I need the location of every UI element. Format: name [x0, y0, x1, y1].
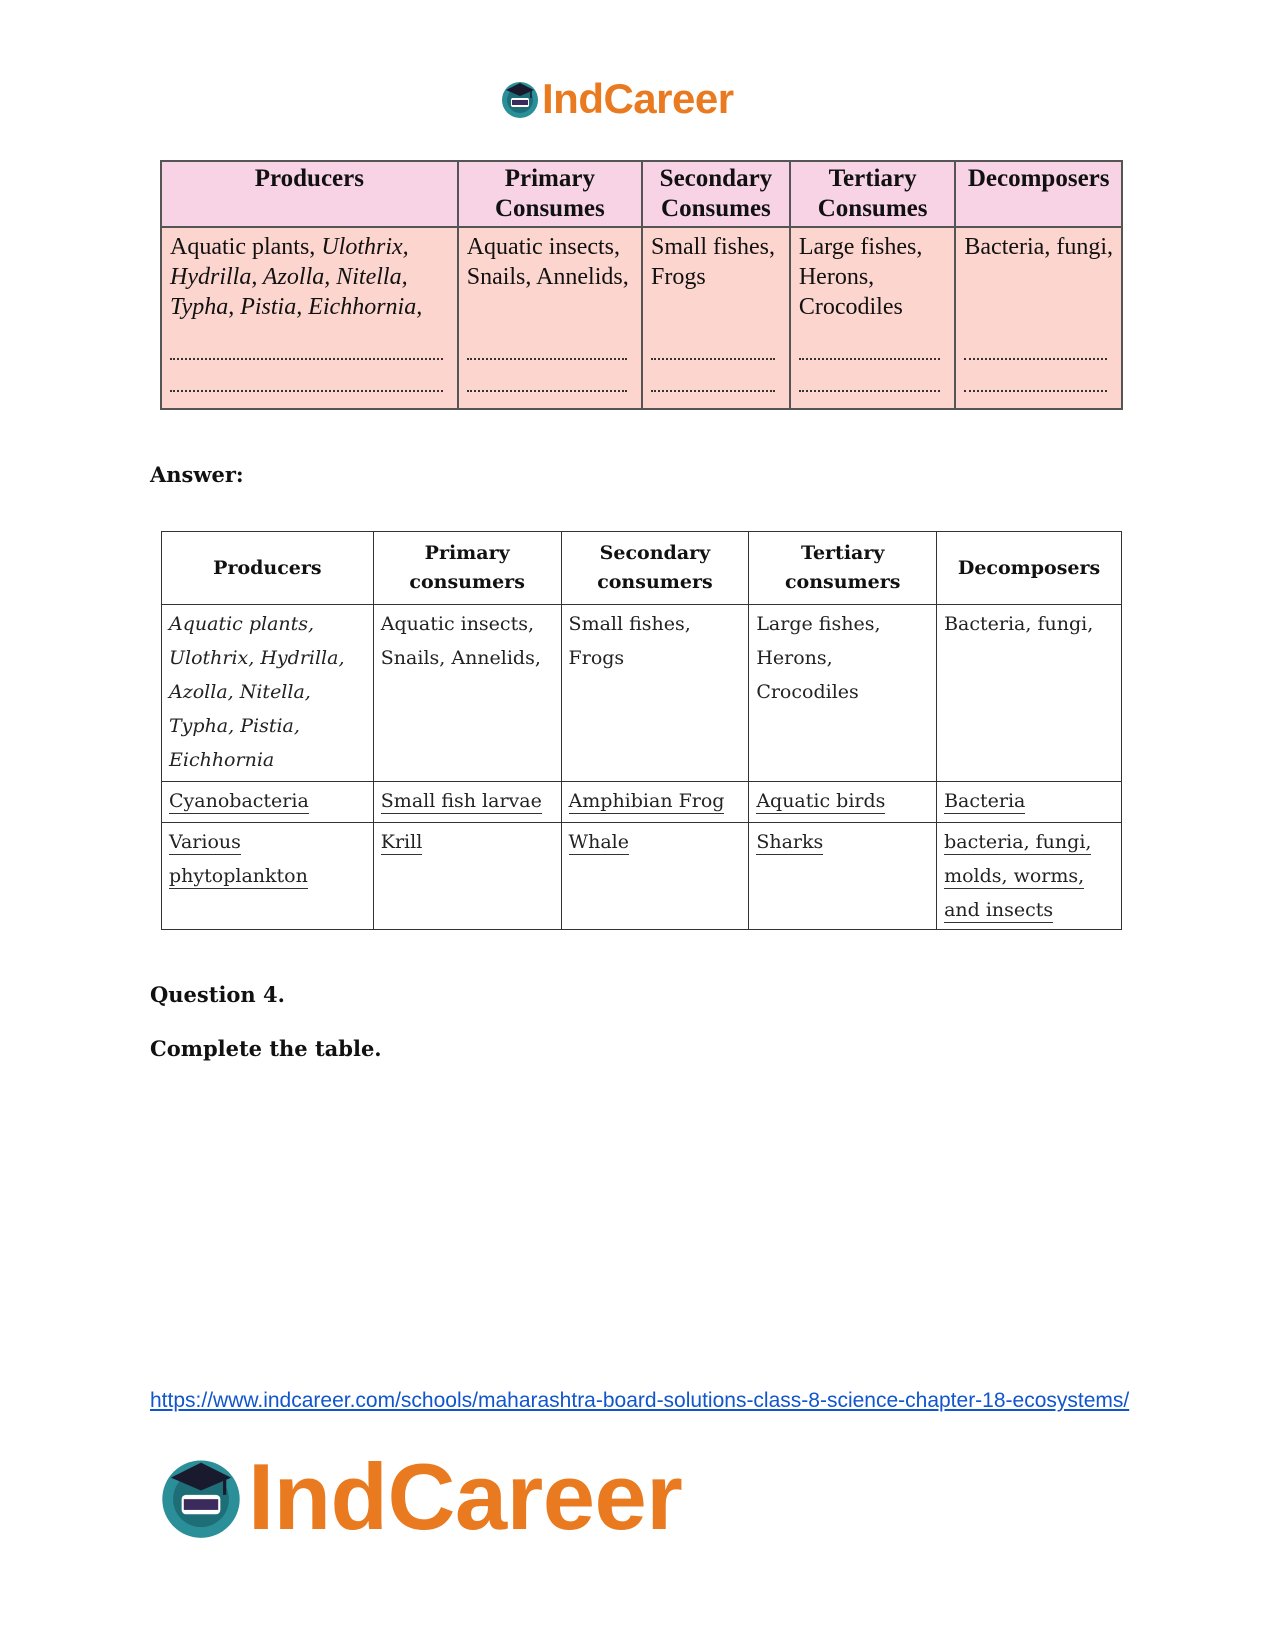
cell-text: Aquatic insects, Snails, Annelids,	[466, 234, 629, 290]
cell-text: Krill	[380, 831, 423, 853]
table-cell	[937, 823, 1122, 930]
header-cell: Tertiary Consumes	[790, 161, 956, 227]
table-cell: Aquatic insects, Snails, Annelids,	[373, 605, 561, 782]
blank-lines	[799, 336, 947, 392]
table-row	[162, 782, 1122, 823]
header-cell: Producers	[161, 161, 458, 227]
indcareer-logo-top	[500, 75, 734, 122]
table-row	[161, 227, 1122, 409]
cell-text: Sharks	[756, 831, 824, 853]
header-cell: Secondary consumers	[561, 532, 749, 605]
secondary-cell	[642, 227, 790, 409]
cell-text-italic: Ulothrix, Hydrilla, Azolla, Nitella, Typha, Pistia, Eichhornia,	[170, 234, 423, 320]
cell-text: bacteria, fungi, molds, worms, and insects	[944, 831, 1092, 921]
table-cell: Aquatic plants, Ulothrix, Hydrilla, Azolla, Nitella, Typha, Pistia, Eichhornia	[162, 605, 374, 782]
table-cell	[749, 823, 937, 930]
table-cell	[162, 823, 374, 930]
question-table-header-row	[161, 161, 1122, 227]
cell-text: Whale	[568, 831, 629, 853]
cell-text: Bacteria	[944, 790, 1026, 812]
graduation-globe-icon	[500, 79, 540, 119]
cell-text: Aquatic plants,	[170, 234, 316, 260]
table-cell: Bacteria, fungi,	[937, 605, 1122, 782]
cell-text: Small fish larvae	[380, 790, 542, 812]
graduation-globe-icon	[158, 1454, 244, 1540]
logo-wordmark: IndCareer	[248, 1444, 683, 1549]
table-cell	[749, 782, 937, 823]
blank-lines	[467, 336, 633, 392]
table-cell: Small fishes, Frogs	[561, 605, 749, 782]
header-cell: Decomposers	[955, 161, 1122, 227]
indcareer-logo-bottom	[158, 1444, 683, 1549]
header-cell: Secondary Consumes	[642, 161, 790, 227]
answer-label: Answer:	[150, 462, 244, 487]
tertiary-cell	[790, 227, 956, 409]
header-cell: Decomposers	[937, 532, 1122, 605]
table-cell	[561, 823, 749, 930]
header-cell: Primary Consumes	[458, 161, 642, 227]
source-link[interactable]: https://www.indcareer.com/schools/maharashtra-board-solutions-class-8-science-chapter-18-ecosystems/	[150, 1389, 1130, 1412]
answer-table-header-row	[162, 532, 1122, 605]
question-table	[160, 160, 1123, 410]
question-heading: Question 4.	[150, 982, 285, 1007]
table-cell	[162, 782, 374, 823]
answer-table	[161, 531, 1122, 930]
blank-lines	[964, 336, 1113, 392]
table-cell	[373, 823, 561, 930]
blank-lines	[651, 336, 781, 392]
table-cell	[937, 782, 1122, 823]
blank-lines	[170, 336, 449, 392]
decomposers-cell	[955, 227, 1122, 409]
cell-text: Bacteria, fungi,	[964, 234, 1113, 260]
cell-text: Various phytoplankton	[169, 831, 308, 887]
cell-text: Amphibian Frog	[568, 790, 725, 812]
primary-cell	[458, 227, 642, 409]
header-cell: Primary consumers	[373, 532, 561, 605]
producers-cell	[161, 227, 458, 409]
table-cell: Large fishes, Herons, Crocodiles	[749, 605, 937, 782]
table-row	[162, 823, 1122, 930]
logo-wordmark: IndCareer	[542, 75, 734, 122]
table-row	[162, 605, 1122, 782]
cell-text: Large fishes, Herons, Crocodiles	[798, 234, 923, 320]
table-cell	[373, 782, 561, 823]
table-cell	[561, 782, 749, 823]
cell-text: Aquatic birds	[756, 790, 886, 812]
question-text: Complete the table.	[150, 1036, 382, 1061]
header-cell: Producers	[162, 532, 374, 605]
header-cell: Tertiary consumers	[749, 532, 937, 605]
cell-text: Small fishes, Frogs	[651, 234, 775, 290]
cell-text: Cyanobacteria	[169, 790, 309, 812]
